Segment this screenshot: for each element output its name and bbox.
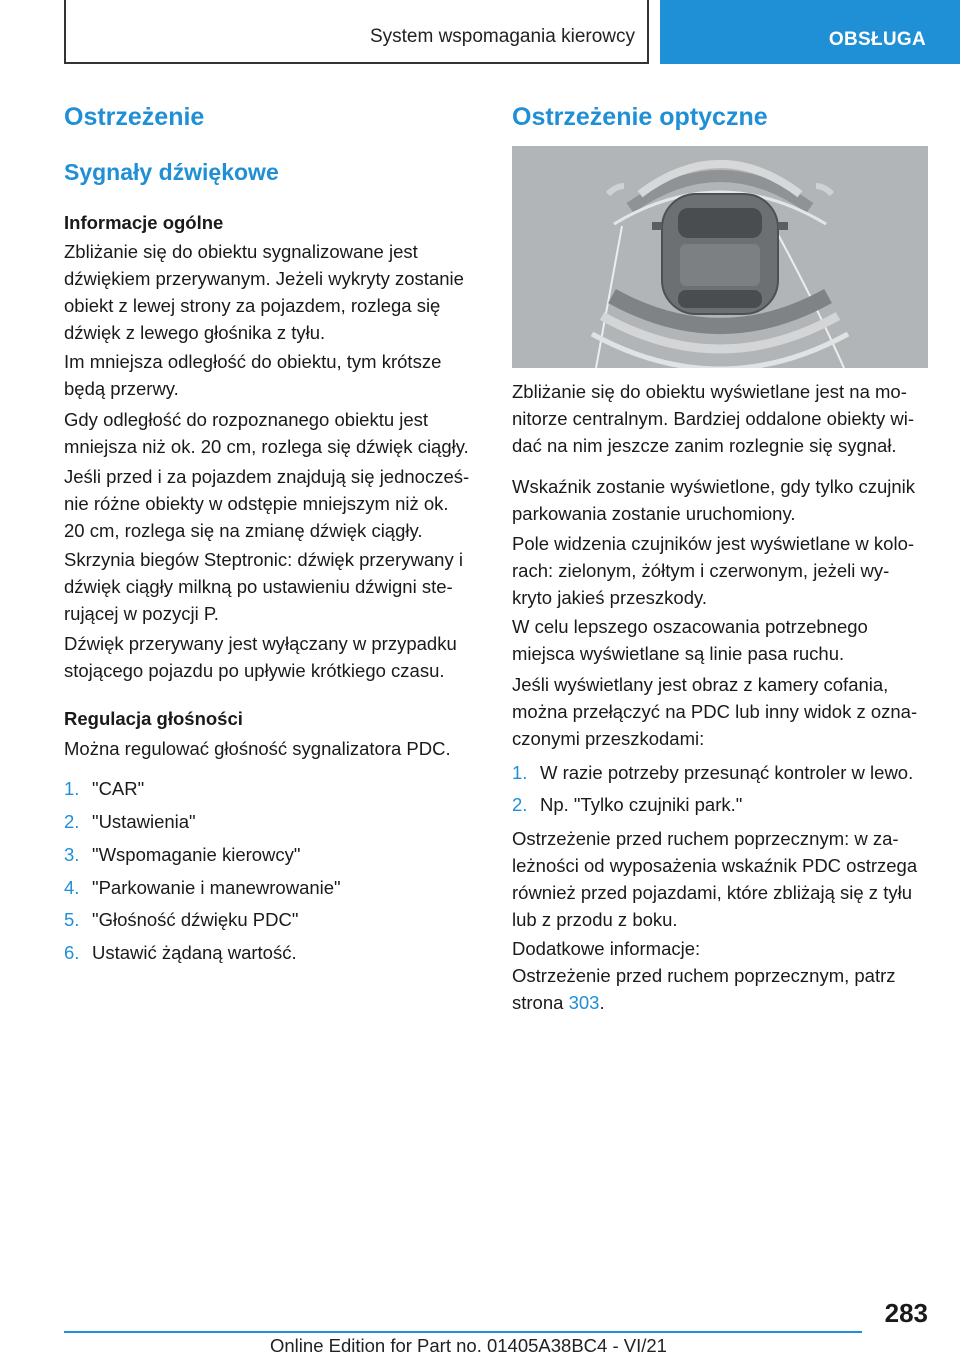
pdc-illustration (512, 146, 928, 368)
paragraph: Ostrzeżenie przed ruchem poprzecznym, patrz strona 303. (512, 965, 896, 1013)
list-item: 2. Np. "Tylko czujniki park." (512, 794, 743, 815)
section-tab-label: OBSŁUGA (828, 29, 926, 50)
general-info-heading: Informacje ogólne (64, 212, 224, 233)
paragraph: Pole widzenia czujników jest wyświetlane w kolo‐ rach: zielonym, żółtym i czerwonym, jeżeli wy‐ kryto jakieś przeszkody. (512, 533, 915, 608)
section-heading: Ostrzeżenie (64, 103, 205, 131)
edition-info: Online Edition for Part no. 01405A38BC4 - VI/21 (270, 1335, 667, 1356)
header-box (64, 0, 649, 64)
page-link[interactable]: 303 (568, 992, 600, 1013)
paragraph: Wskaźnik zostanie wyświetlone, gdy tylko czujnik parkowania zostanie uruchomiony. (512, 476, 916, 524)
paragraph: Zbliżanie się do obiektu wyświetlane jest na mo‐ nitorze centralnym. Bardziej oddalone obiekty wi‐ dać na nim jeszcze zanim rozlegnie się sygnał. (512, 381, 915, 456)
subsection-heading: Sygnały dźwiękowe (64, 159, 279, 185)
paragraph: Gdy odległość do rozpoznanego obiektu jest mniejsza niż ok. 20 cm, rozlega się dźwięk ciągły. (64, 409, 469, 457)
paragraph: Ostrzeżenie przed ruchem poprzecznym: w za‐ leżności od wyposażenia wskaźnik PDC ostrzega również przed pojazdami, które zbliżają się z tyłu lub z przodu z boku. (512, 828, 918, 930)
list-item: 3. "Wspomaganie kierowcy" (64, 844, 301, 865)
paragraph: Skrzynia biegów Steptronic: dźwięk przerywany i dźwięk ciągły milkną po ustawieniu dźwigni ste‐ rującej w pozycji P. (64, 549, 463, 624)
page-number: 283 (884, 1298, 928, 1328)
section-tab[interactable] (660, 0, 960, 64)
pdc-car-graphic (512, 146, 928, 368)
paragraph: Dźwięk przerywany jest wyłączany w przypadku stojącego pojazdu po upływie krótkiego czasu. (64, 633, 457, 681)
list-item: 6. Ustawić żądaną wartość. (64, 942, 297, 963)
header-title: System wspomagania kierowcy (369, 26, 635, 47)
volume-heading: Regulacja głośności (64, 708, 243, 729)
paragraph: Można regulować głośność sygnalizatora PDC. (64, 738, 451, 759)
footer-divider (64, 1331, 862, 1333)
list-item: 2. "Ustawienia" (64, 811, 196, 832)
list-item: 1. "CAR" (64, 778, 145, 799)
paragraph: Dodatkowe informacje: (512, 938, 701, 959)
paragraph: Jeśli przed i za pojazdem znajdują się jednocześ‐ nie różne obiekty w odstępie mniejszym niż ok. 20 cm, rozlega się na zmianę dźwięk ciągły. (64, 466, 470, 541)
list-item: 1. W razie potrzeby przesunąć kontroler w lewo. (512, 762, 914, 783)
paragraph: W celu lepszego oszacowania potrzebnego miejsca wyświetlane są linie pasa ruchu. (512, 616, 868, 664)
section-heading: Ostrzeżenie optyczne (512, 103, 768, 131)
paragraph: Jeśli wyświetlany jest obraz z kamery cofania, można przełączyć na PDC lub inny widok z ozna‐ czonymi przeszkodami: (512, 674, 918, 749)
paragraph: Im mniejsza odległość do obiektu, tym krótsze będą przerwy. (64, 351, 442, 399)
list-item: 4. "Parkowanie i manewrowanie" (64, 877, 341, 898)
list-item: 5. "Głośność dźwięku PDC" (64, 909, 299, 930)
paragraph: Zbliżanie się do obiektu sygnalizowane jest dźwiękiem przerywanym. Jeżeli wykryty zostanie obiekt z lewej strony za pojazdem, rozlega się dźwięk z lewego głośnika z tyłu. (64, 241, 464, 343)
